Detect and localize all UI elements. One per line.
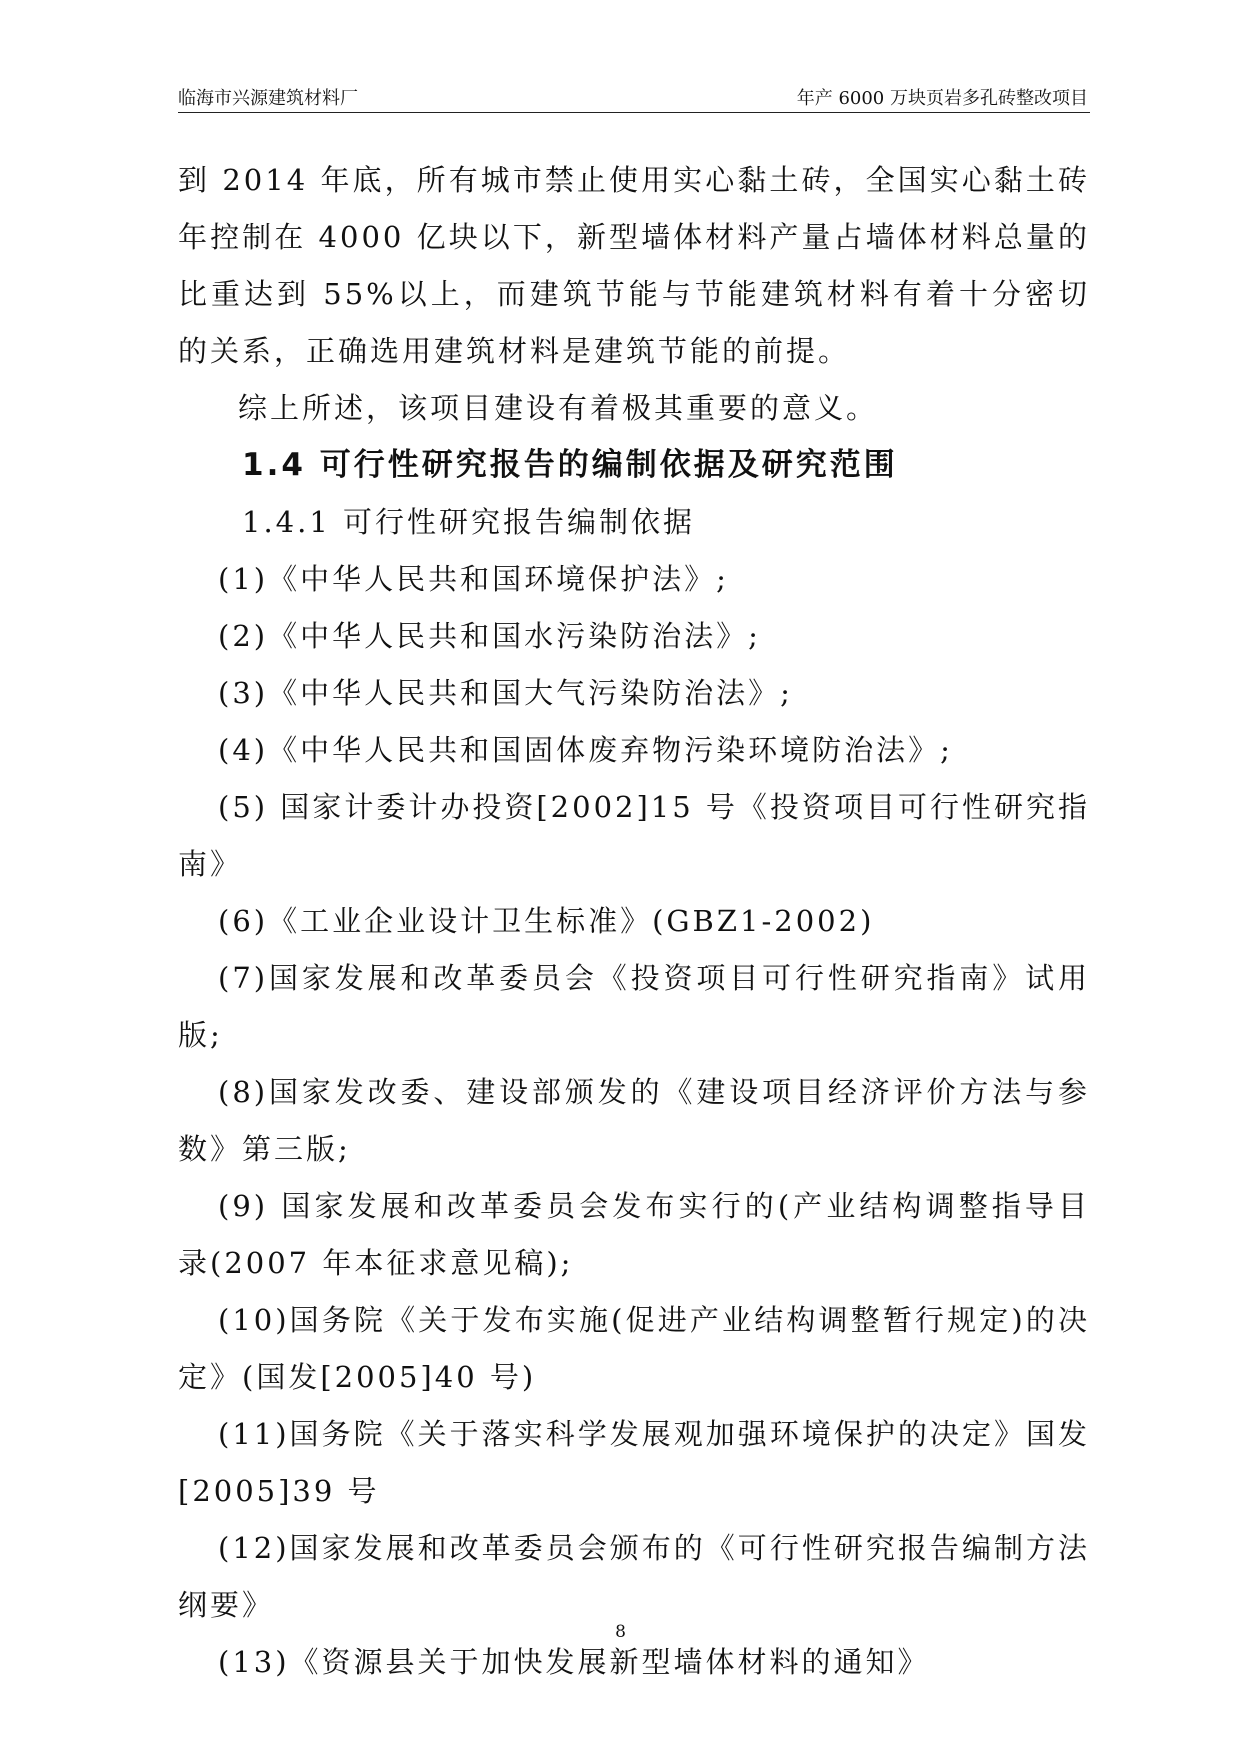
list-item: (8)国家发改委、建设部颁发的《建设项目经济评价方法与参数》第三版; bbox=[178, 1075, 1090, 1166]
list-item: (11)国务院《关于落实科学发展观加强环境保护的决定》国发[2005]39 号 bbox=[178, 1417, 1090, 1508]
list-item: (7)国家发展和改革委员会《投资项目可行性研究指南》试用版; bbox=[178, 961, 1090, 1052]
list-item: (3)《中华人民共和国大气污染防治法》; bbox=[218, 676, 793, 710]
list-item: (5) 国家计委计办投资[2002]15 号《投资项目可行性研究指南》 bbox=[178, 790, 1090, 881]
subsection-heading: 1.4.1 可行性研究报告编制依据 bbox=[242, 505, 696, 539]
header-company-name: 临海市兴源建筑材料厂 bbox=[178, 88, 358, 109]
list-item: (12)国家发展和改革委员会颁布的《可行性研究报告编制方法纲要》 bbox=[178, 1531, 1090, 1622]
page-header bbox=[178, 86, 1090, 113]
list-item: (6)《工业企业设计卫生标准》(GBZ1-2002) bbox=[218, 904, 875, 938]
list-item: (1)《中华人民共和国环境保护法》; bbox=[218, 562, 729, 596]
page-number: 8 bbox=[615, 1622, 626, 1642]
page-content bbox=[178, 152, 1090, 1691]
list-item: (9) 国家发展和改革委员会发布实行的(产业结构调整指导目录(2007 年本征求意见稿); bbox=[178, 1189, 1090, 1280]
list-item: (2)《中华人民共和国水污染防治法》; bbox=[218, 619, 761, 653]
list-item: (4)《中华人民共和国固体废弃物污染环境防治法》; bbox=[218, 733, 953, 767]
list-item: (10)国务院《关于发布实施(促进产业结构调整暂行规定)的决定》(国发[2005]40 号) bbox=[178, 1303, 1090, 1394]
section-heading: 1.4 可行性研究报告的编制依据及研究范围 bbox=[242, 447, 898, 483]
paragraph-summary: 综上所述，该项目建设有着极其重要的意义。 bbox=[238, 391, 879, 425]
list-item: (13)《资源县关于加快发展新型墙体材料的通知》 bbox=[218, 1645, 930, 1679]
paragraph-intro: 到 2014 年底，所有城市禁止使用实心黏土砖，全国实心黏土砖年控制在 4000 亿块以下，新型墙体材料产量占墙体材料总量的比重达到 55%以上，而建筑节能与节能建筑材料有着十分密切的关系，正确选用建筑材料是建筑节能的前提。 bbox=[178, 163, 1090, 368]
header-project-title: 年产 6000 万块页岩多孔砖整改项目 bbox=[796, 88, 1088, 109]
